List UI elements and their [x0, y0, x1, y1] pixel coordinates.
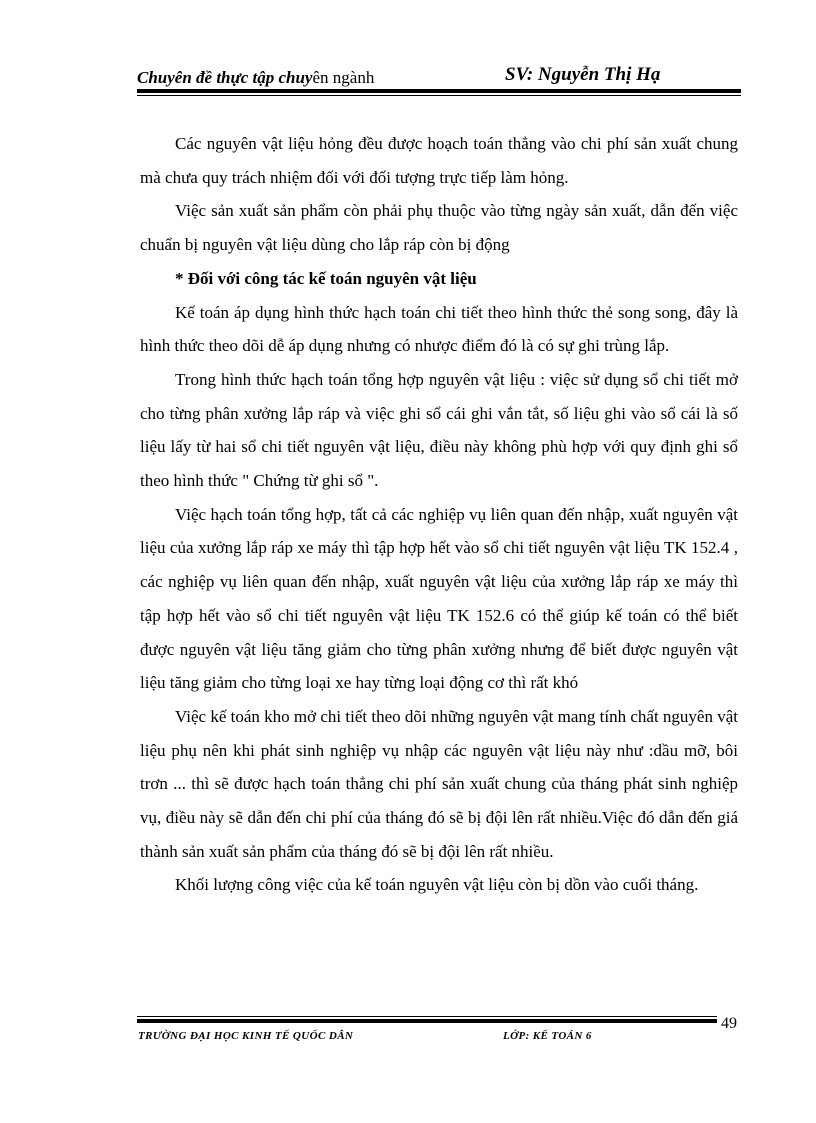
section-heading: * Đối với công tác kế toán nguyên vật liệu	[175, 268, 477, 288]
paragraph-3: Kế toán áp dụng hình thức hạch toán chi tiết theo hình thức thẻ song song, đây là hình thức theo dõi dễ áp dụng nhưng có nhược điểm đó là có sự ghi trùng lắp.	[140, 302, 738, 356]
footer-rule-thin	[137, 1016, 717, 1017]
header-title-part1: Chuyên đề thực tập chuy	[137, 68, 313, 87]
page-number: 49	[721, 1015, 737, 1032]
footer-rule-thick	[137, 1019, 717, 1023]
header-rule-thin	[137, 95, 741, 96]
paragraph-7: Khối lượng công việc của kế toán nguyên vật liệu còn bị dồn vào cuối tháng.	[175, 875, 699, 895]
paragraph-5: Việc hạch toán tổng hợp, tất cả các nghiệp vụ liên quan đến nhập, xuất nguyên vật liệu của xưởng lắp ráp xe máy thì tập hợp hết vào sổ chi tiết nguyên vật liệu TK 152.4 , các nghiệp vụ liên quan đến nhập, xuất nguyên vật liệu của xưởng lắp ráp xe máy thì tập hợp hết vào sổ chi tiết nguyên vật liệu TK 152.6 có thể giúp kế toán có thể biết được nguyên vật liệu tăng giảm cho từng phân xưởng nhưng để biết được nguyên vật liệu tăng giảm cho từng loại xe hay từng loại động cơ thì rất khó	[140, 504, 738, 693]
student-name: Nguyễn Thị Hạ	[537, 64, 661, 85]
header-title	[137, 68, 374, 88]
footer-school: TRƯỜNG ĐẠI HỌC KINH TẾ QUỐC DÂN	[138, 1030, 354, 1042]
footer-class: LỚP: KẾ TOÁN 6	[503, 1030, 592, 1042]
paragraph-2: Việc sản xuất sản phẩm còn phải phụ thuộc vào từng ngày sản xuất, dẫn đến việc chuẩn bị nguyên vật liệu dùng cho lắp ráp còn bị động	[140, 201, 738, 255]
paragraph-1: Các nguyên vật liệu hỏng đều được hoạch toán thẳng vào chi phí sản xuất chung mà chưa quy trách nhiệm đối với đối tượng trực tiếp làm hỏng.	[140, 134, 738, 187]
paragraph-4: Trong hình thức hạch toán tổng hợp nguyên vật liệu : việc sử dụng sổ chi tiết mở cho từng phân xưởng lắp ráp và việc ghi sổ cái ghi vắn tắt, số liệu ghi vào sổ cái là số liệu lấy từ hai sổ chi tiết nguyên vật liệu, điều này không phù hợp với quy định ghi sổ theo hình thức " Chứng từ ghi sổ ".	[140, 369, 738, 491]
paragraph-6: Việc kế toán kho mở chi tiết theo dõi những nguyên vật mang tính chất nguyên vật liệu phụ nên khi phát sinh nghiệp vụ nhập các nguyên vật liệu này như :dầu mỡ, bôi trơn ... thì sẽ được hạch toán thẳng chi phí sản xuất chung của tháng phát sinh nghiệp vụ, điều này sẽ dẫn đến chi phí của tháng đó sẽ bị đội lên rất nhiều.Việc đó dẫn đến giá thành sản xuất sản phẩm của tháng đó sẽ bị đội lên rất nhiều.	[140, 706, 738, 861]
student-label: SV:	[505, 64, 534, 85]
header-title-part2: ên ngành	[312, 68, 375, 87]
document-body	[140, 127, 738, 902]
header-student	[505, 64, 660, 86]
header-rule-thick	[137, 89, 741, 93]
